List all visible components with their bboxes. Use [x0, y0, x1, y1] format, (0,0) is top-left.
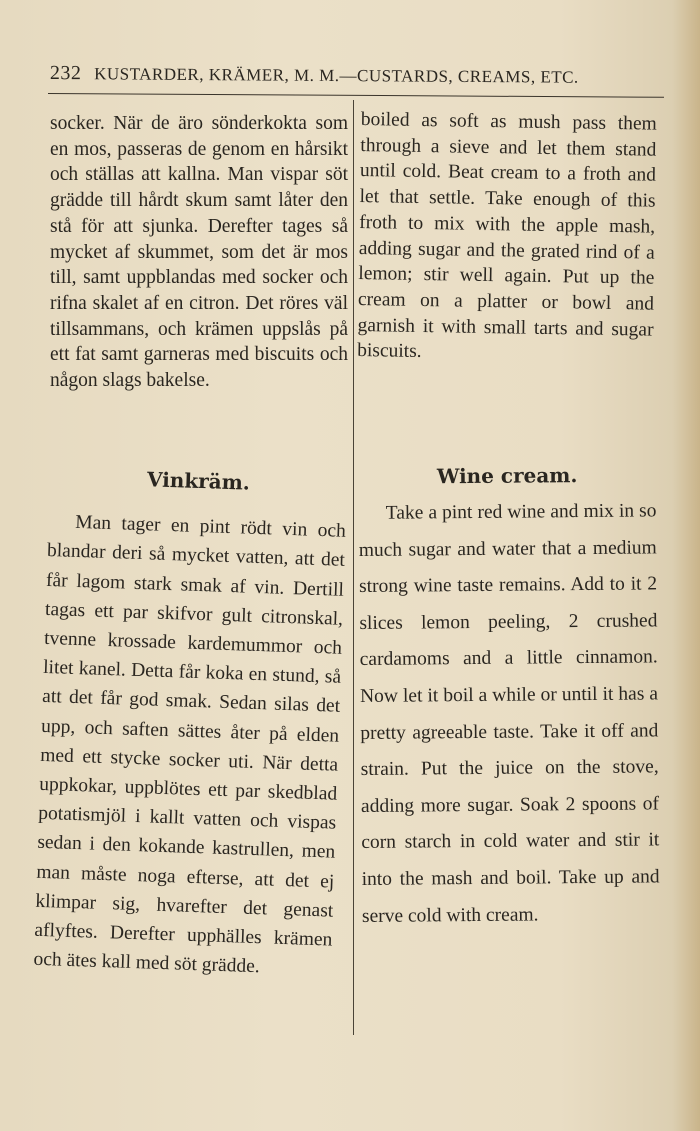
swedish-recipe — [33, 462, 348, 984]
english-column-continuation — [357, 107, 657, 369]
english-recipe — [358, 459, 660, 935]
column-divider — [353, 100, 354, 1035]
recipe-heading-english: Wine cream. — [436, 463, 578, 489]
recipe-body-english: Take a pint red wine and mix in so much sugar and water that a medium strong wine taste remains. Add to it 2 slices lemon peeling, 2 crushed cardamoms and a little cinnamon. Now let it boil a while or until it has a pretty agreeable taste. Take it off and strain. Put the juice on the stove, adding more sugar. Soak 2 spoons of corn starch in cold water and stir it into the mash and boil. Take up and serve cold with cream. — [358, 500, 660, 927]
running-head — [50, 62, 662, 89]
recipe-body-swedish: Man tager en pint rödt vin och blandar deri så mycket vatten, att det får lagom stark smak af vin. Dertill tagas ett par skifvor gult citronskal, tvenne krossade kardemummor och litet kanel. Detta får koka en stund, så att det får god smak. Sedan silas det upp, och saften sättes åter på elden med ett stycke socker uti. När detta uppkokar, uppblötes ett par skedblad potatismjöl i kallt vatten och vispas sedan i den kokande kastrullen, men man måste noga efterse, att det ej klimpar sig, hvarefter det genast aflyftes. Derefter upphälles krämen och ätes kall med söt grädde. — [33, 512, 347, 978]
recipe-heading-swedish: Vinkräm. — [146, 467, 251, 495]
running-head-title: KUSTARDER, KRÄMER, M. M.—CUSTARDS, CREAMS, ETC. — [94, 64, 579, 87]
page-number: 232 — [49, 62, 82, 85]
swedish-column-continuation — [50, 111, 348, 394]
header-rule — [48, 93, 664, 98]
swedish-paragraph: socker. När de äro sönderkokta som en mos, passeras de genom en hårsikt och ställas att kallna. Man vispar söt grädde till hårdt skum samt låter den stå för att sjunka. Derefter tages så mycket af skummet, som det är mos till, samt uppblandas med socker och rifna skalet af en citron. Det röres väl tillsammans, och krämen uppslås på ett fat samt garneras med biscuits och någon slags bakelse. — [50, 113, 348, 392]
english-paragraph: boiled as soft as mush pass them through a sieve and let them stand until cold. Beat cream to a froth and let that settle. Take enough of this froth to mix with the apple mash, adding sugar and the grated rind of a lemon; stir well again. Put up the cream on a platter or bowl and garnish it with small tarts and sugar biscuits. — [357, 108, 657, 363]
